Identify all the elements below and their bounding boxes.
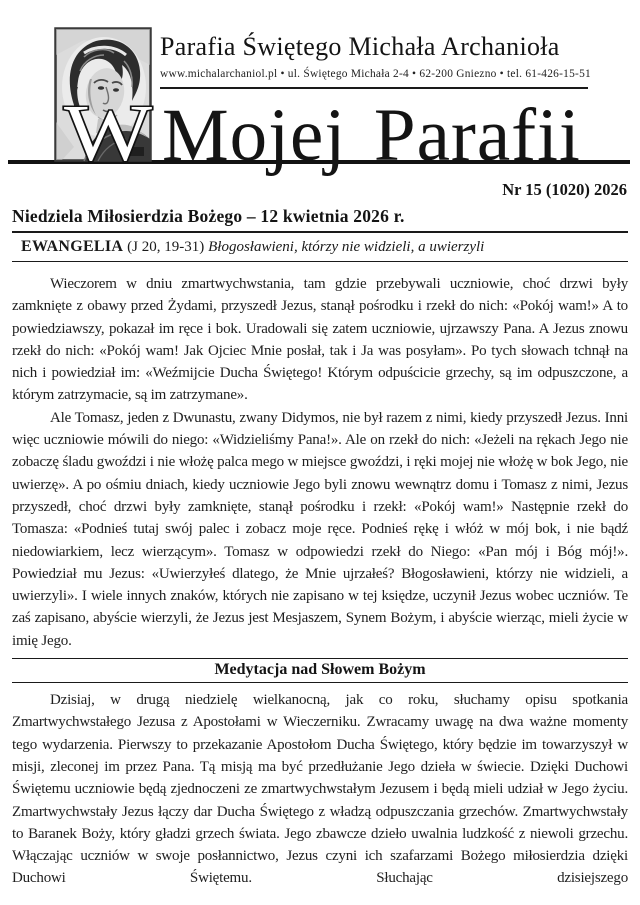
sunday-heading: Niedziela Miłosierdzia Bożego – 12 kwietnia 2026 r. xyxy=(12,206,628,233)
gospel-reference: (J 20, 19-31) xyxy=(127,239,205,255)
parish-address: www.michalarchaniol.pl • ul. Świętego Michała 2-4 • 62-200 Gniezno • tel. 61-426-15-51 xyxy=(160,67,591,80)
meditation-text xyxy=(12,689,628,890)
title-initial: W xyxy=(64,90,153,172)
newsletter-title xyxy=(62,72,581,177)
gospel-header xyxy=(12,233,628,262)
title-rest: Mojej Parafii xyxy=(162,94,581,177)
issue-number: Nr 15 (1020) 2026 xyxy=(502,180,627,199)
gospel-paragraph: Wieczorem w dniu zmartwychwstania, tam gdzie przebywali uczniowie, choć drzwi były zamknięte z obawy przed Żydami, przyszedł Jezus, stanął pośrodku i rzekł do nich: «Pokój wam!» A to powiedziawszy, pokazał im ręce i bok. Uradowali się zatem uczniowie, ujrzawszy Pana. A Jezus znowu rzekł do nich: «Pokój wam! Jak Ojciec Mnie posłał, tak i Ja was posyłam». Po tych słowach tchnął na nich i powiedział im: «Weźmijcie Ducha Świętego! Którym odpuścicie grzechy, są im odpuszczone, a którym zatrzymacie, są im zatrzymane». xyxy=(12,276,628,404)
parish-name: Parafia Świętego Michała Archanioła xyxy=(160,32,560,61)
gospel-motto: Błogosławieni, którzy nie widzieli, a uwierzyli xyxy=(208,239,485,255)
meditation-paragraph: Dzisiaj, w drugą niedzielę wielkanocną, jak co roku, słuchamy opisu spotkania Zmartwychwstałego Jezusa z Apostołami w Wieczerniku. Zwracamy uwagę na dwa ważne momenty tego wydarzenia. Pierwszy to przekazanie Apostołom Ducha Świętego, który będzie im towarzyszył w misji, zleconej im przez Pana. Tą misją ma być przedłużanie Jego dzieła w świecie. Dzięki Duchowi Świętemu uczniowie będą zjednoczeni ze zmartwychwstałym Jezusem i będą mieli udział w Jego życiu. Zmartwychwstały Jezus łączy dar Ducha Świętego z władzą odpuszczania grzechów. Zmartwychwstały to Baranek Boży, który gładzi grzech świata. Jego zbawcze dzieło uwalnia ludzkość z niewoli grzechu. Włączając uczniów w swoje posłannictwo, Jezus czyni ich szafarzami Bożego miłosierdzia dzięki Duchowi Świętemu. Słuchając dzisiejszego xyxy=(12,692,628,887)
title-initial-glyph xyxy=(62,72,156,172)
gospel-paragraph: Ale Tomasz, jeden z Dwunastu, zwany Didymos, nie był razem z nimi, kiedy przyszedł Jezus. Inni więc uczniowie mówili do niego: «Widzieliśmy Pana!». Ale on rzekł do nich: «Jeżeli na rękach Jego nie zobaczę śladu gwoździ i nie włożę palca mego w miejsce gwoździ, i ręki mojej nie włożę w bok Jego, nie uwierzę». A po ośmiu dniach, kiedy uczniowie Jego byli znowu wewnątrz domu i Tomasz z nimi, Jezus przyszedł, choć drzwi były zamknięte, stanął pośrodku i rzekł: «Pokój wam!» Następnie rzekł do Tomasza: «Podnieś tutaj swój palec i zobacz moje ręce. Podnieś rękę i włóż w mój bok, i nie bądź niedowiarkiem, lecz wierzącym». Tomasz w odpowiedzi rzekł do Niego: «Pan mój i Bóg mój!». Powiedział mu Jezus: «Uwierzyłeś dlatego, że Mnie ujrzałeś? Błogosławieni, którzy nie widzieli, a uwierzyli». I wiele innych znaków, których nie zapisano w tej księdze, uczynił Jezus wobec uczniów. Te zaś zapisano, abyście wierzyli, że Jezus jest Mesjaszem, Synem Bożym, i abyście wierząc, mieli życie w imię Jego. xyxy=(12,409,628,649)
gospel-text xyxy=(12,273,628,652)
meditation-heading: Medytacja nad Słowem Bożym xyxy=(12,658,628,683)
gospel-label: EWANGELIA xyxy=(21,238,124,255)
